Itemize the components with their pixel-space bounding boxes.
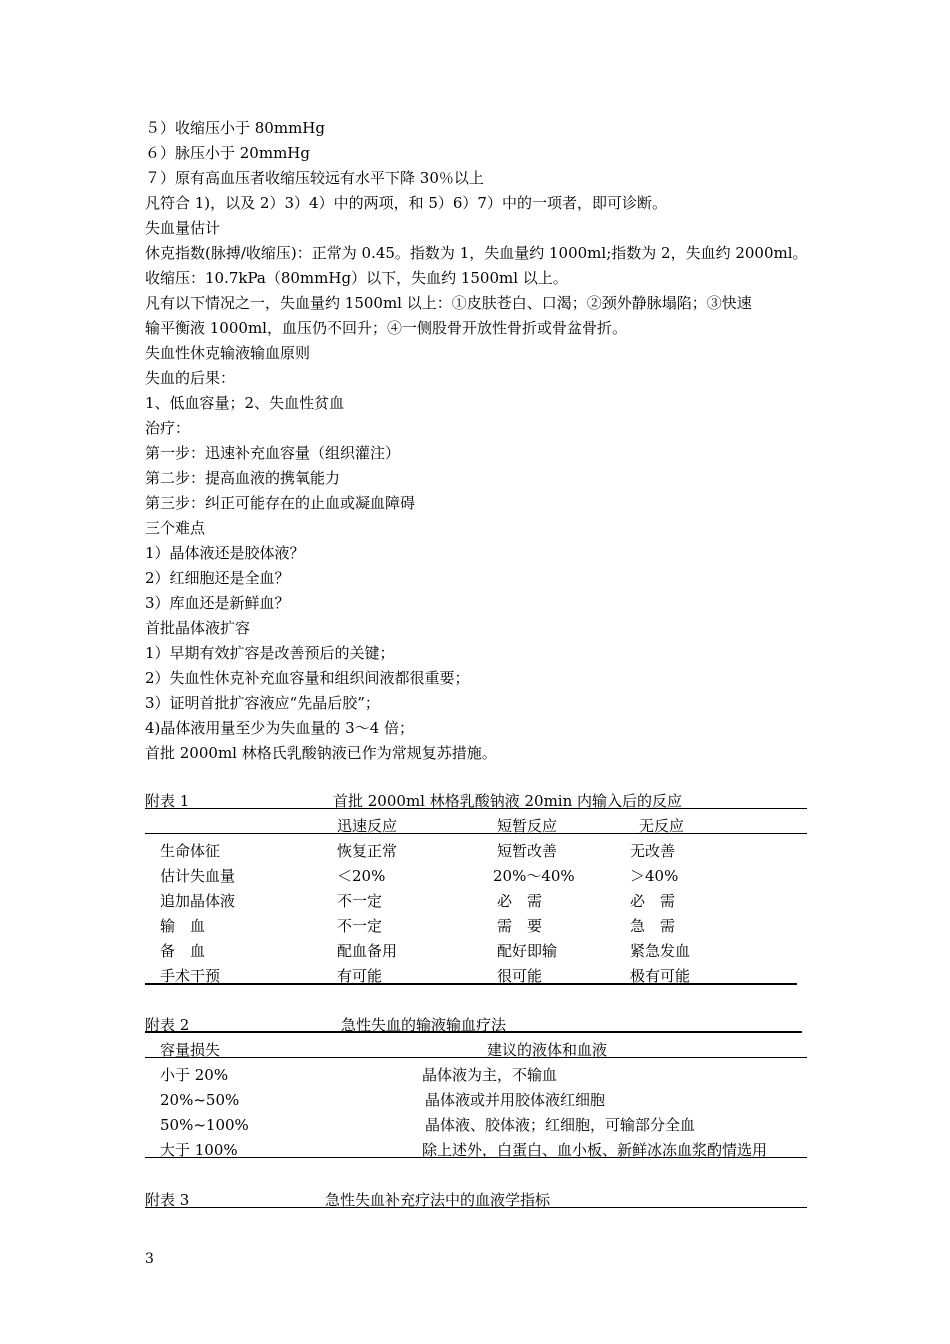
table-title: 急性失血的输液输血疗法 — [341, 1016, 507, 1034]
table-cell: 备 血 — [160, 942, 206, 960]
table-label: 附表 1 — [145, 792, 190, 810]
table-cell: 50%~100% — [160, 1116, 249, 1134]
table-cell: 必 需 — [630, 892, 676, 910]
table-cell: 晶体液或并用胶体液红细胞 — [425, 1091, 606, 1109]
table-cell: 短暂改善 — [497, 842, 558, 860]
table-header: 短暂反应 — [497, 817, 558, 835]
body-line: 4)晶体液用量至少为失血量的 3～4 倍； — [145, 719, 415, 737]
body-line: ６）脉压小于 20mmHg — [145, 144, 310, 162]
section-heading: 失血量估计 — [145, 219, 221, 237]
table-title: 急性失血补充疗法中的血液学指标 — [325, 1191, 551, 1209]
table-rule — [145, 833, 807, 834]
table-rule — [145, 983, 797, 985]
table-cell: 生命体征 — [160, 842, 221, 860]
table-header: 容量损失 — [160, 1041, 221, 1059]
table-rule — [145, 808, 807, 809]
table-header: 无反应 — [639, 817, 685, 835]
table-cell: 需 要 — [497, 917, 543, 935]
table-header: 迅速反应 — [337, 817, 398, 835]
table-cell: 配好即输 — [497, 942, 558, 960]
body-line: 1、低血容量；2、失血性贫血 — [145, 394, 345, 412]
body-line: 第一步：迅速补充血容量（组织灌注） — [145, 444, 401, 462]
table-cell: 急 需 — [630, 917, 676, 935]
body-line: 3）证明首批扩容液应“先晶后胶”； — [145, 694, 380, 712]
table-cell: 恢复正常 — [337, 842, 398, 860]
body-line: 凡符合 1)，以及 2）3）4）中的两项，和 5）6）7）中的一项者，即可诊断。 — [145, 194, 667, 212]
table-cell: 20%～40% — [493, 867, 575, 885]
body-line: 第三步：纠正可能存在的止血或凝血障碍 — [145, 494, 416, 512]
table-cell: 20%~50% — [160, 1091, 240, 1109]
table-rule — [145, 1031, 802, 1033]
page-number: 3 — [145, 1251, 154, 1267]
table-cell: 估计失血量 — [160, 867, 236, 885]
section-heading: 首批晶体液扩容 — [145, 619, 251, 637]
table-cell: 不一定 — [337, 917, 383, 935]
section-heading: 失血性休克输液输血原则 — [145, 344, 311, 362]
table-cell: ＜20% — [337, 867, 386, 885]
body-line: 失血的后果： — [145, 369, 236, 387]
table-cell: 除上述外，白蛋白、血小板、新鲜冰冻血浆酌情选用 — [422, 1141, 768, 1159]
table-cell: 紧急发血 — [630, 942, 691, 960]
body-line: 2）失血性休克补充血容量和组织间液都很重要； — [145, 669, 470, 687]
table-cell: 追加晶体液 — [160, 892, 236, 910]
table-cell: 小于 20% — [160, 1066, 229, 1084]
table-rule — [145, 1207, 807, 1208]
body-line: ７）原有高血压者收缩压较远有水平下降 30％以上 — [145, 169, 484, 187]
table-cell: 配血备用 — [337, 942, 398, 960]
table-title: 首批 2000ml 林格乳酸钠液 20min 内输入后的反应 — [333, 792, 683, 810]
body-line: 凡有以下情况之一，失血量约 1500ml 以上：①皮肤苍白、口渴；②颈外静脉塌陷；③快速 — [145, 294, 752, 312]
table-cell: 很可能 — [497, 967, 543, 985]
table-cell: 不一定 — [337, 892, 383, 910]
body-line: 首批 2000ml 林格氏乳酸钠液已作为常规复苏措施。 — [145, 744, 497, 762]
body-line: 1）晶体液还是胶体液？ — [145, 544, 305, 562]
body-line: 2）红细胞还是全血？ — [145, 569, 290, 587]
table-rule — [145, 1057, 807, 1058]
table-cell: 极有可能 — [630, 967, 691, 985]
table-cell: 大于 100% — [160, 1141, 238, 1159]
body-line: 第二步：提高血液的携氧能力 — [145, 469, 341, 487]
table-rule — [145, 1157, 807, 1158]
table-header: 建议的液体和血液 — [487, 1041, 608, 1059]
body-line: 治疗： — [145, 419, 191, 437]
body-line: 休克指数(脉搏/收缩压)：正常为 0.45。指数为 1，失血量约 1000ml;指数为 2，失血约 2000ml。 — [145, 244, 808, 262]
table-label: 附表 2 — [145, 1016, 190, 1034]
body-line: 1）早期有效扩容是改善预后的关键； — [145, 644, 395, 662]
body-line: ５）收缩压小于 80mmHg — [145, 119, 325, 137]
table-cell: ＞40% — [630, 867, 679, 885]
table-cell: 晶体液为主，不输血 — [422, 1066, 558, 1084]
body-line: 3）库血还是新鲜血？ — [145, 594, 290, 612]
table-cell: 必 需 — [497, 892, 543, 910]
section-heading: 三个难点 — [145, 519, 206, 537]
table-label: 附表 3 — [145, 1191, 190, 1209]
table-cell: 无改善 — [630, 842, 676, 860]
table-cell: 有可能 — [337, 967, 383, 985]
table-cell: 输 血 — [160, 917, 206, 935]
table-cell: 手术干预 — [160, 967, 221, 985]
body-line: 输平衡液 1000ml，血压仍不回升；④一侧股骨开放性骨折或骨盆骨折。 — [145, 319, 627, 337]
table-cell: 晶体液、胶体液；红细胞，可输部分全血 — [425, 1116, 696, 1134]
body-line: 收缩压：10.7kPa（80mmHg）以下，失血约 1500ml 以上。 — [145, 269, 568, 287]
